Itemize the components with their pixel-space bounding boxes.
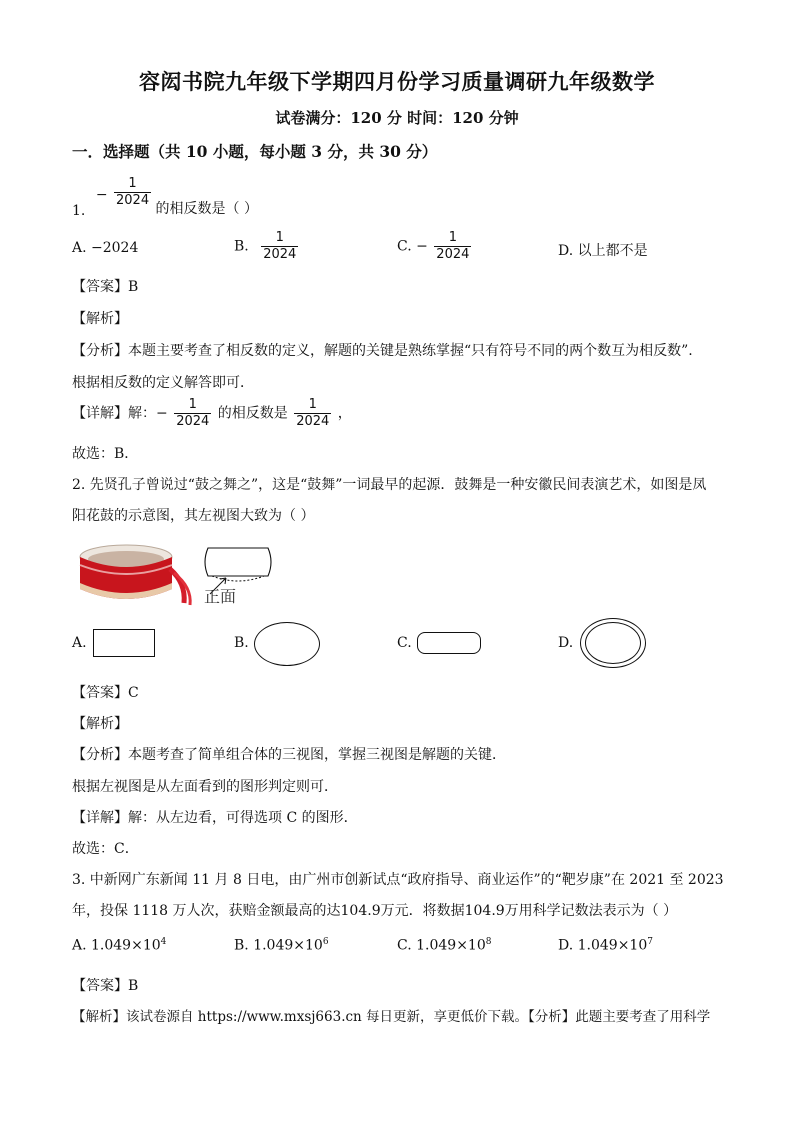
q1-detail-end: ， <box>337 405 352 422</box>
q2-detail: 【详解】解：从左边看，可得选项 C 的图形． <box>72 810 358 826</box>
q2-analysis-2: 根据左视图是从左面看到的图形判定则可． <box>72 779 338 795</box>
q2-option-b-label: B. <box>234 635 249 651</box>
q1-analysis-1: 【分析】本题主要考查了相反数的定义，解题的关键是熟练掌握“只有符号不同的两个数互为相反数”. <box>72 343 693 359</box>
q1-detail-fraction-2 <box>294 397 331 430</box>
q1-option-c-label: C. − <box>397 238 428 255</box>
section-heading: 一．选择题（共 10 小题，每小题 3 分，共 30 分） <box>72 142 438 161</box>
q1-stem <box>72 176 258 219</box>
q1-option-c-den: 2024 <box>436 247 470 262</box>
q3-option-c <box>397 937 491 954</box>
q1-detail <box>72 397 352 430</box>
q1-answer: 【答案】B <box>72 279 139 295</box>
drum-photo <box>74 543 194 607</box>
q1-option-d: D. 以上都不是 <box>558 243 648 259</box>
q2-analysis-1: 【分析】本题考查了简单组合体的三视图，掌握三视图是解题的关键． <box>72 747 506 763</box>
q1-option-b-label: B. <box>234 238 249 255</box>
q3-footer-line: 【解析】该试卷源自 https://www.mxsj663.cn 每日更新，享更低价下载。【分析】此题主要考查了用科学 <box>72 1009 711 1025</box>
q3-option-c-exponent: 8 <box>485 937 492 947</box>
q1-fraction <box>114 176 151 209</box>
q1-analysis-head: 【解析】 <box>72 311 128 327</box>
q2-option-a-rectangle <box>93 629 155 657</box>
q3-answer: 【答案】B <box>72 978 139 994</box>
q2-option-b-ellipse <box>254 622 320 666</box>
q1-frac-den: 2024 <box>116 193 150 208</box>
q2-stem-2: 阳花鼓的示意图，其左视图大致为（ ） <box>72 508 315 524</box>
q3-option-b-exponent: 6 <box>322 937 329 947</box>
q1-stem-text: 的相反数是（ ） <box>155 200 258 217</box>
q3-option-b-base: B. 1.049×10 <box>234 937 323 954</box>
q1-detail-den2: 2024 <box>296 414 330 429</box>
q2-option-d-inner-ellipse <box>585 622 641 664</box>
q1-option-c-num: 1 <box>448 230 457 245</box>
q1-option-b <box>234 230 300 263</box>
q1-option-b-num: 1 <box>275 230 284 245</box>
q1-detail-mid: 的相反数是 <box>217 405 288 422</box>
q1-option-b-den: 2024 <box>263 247 297 262</box>
q2-stem-1: 2. 先贤孔子曾说过“鼓之舞之”，这是“鼓舞”一词最早的起源．鼓舞是一种安徽民间表演艺术，如图是凤 <box>72 477 707 493</box>
q1-frac-num: 1 <box>128 176 137 191</box>
q3-option-b <box>234 937 329 954</box>
q3-option-a-exponent: 4 <box>160 937 167 947</box>
q2-answer: 【答案】C <box>72 685 139 701</box>
q2-option-a-label: A. <box>72 635 87 651</box>
paper-title: 容闳书院九年级下学期四月份学习质量调研九年级数学 <box>139 69 655 94</box>
q1-choose: 故选：B． <box>72 446 139 462</box>
q1-detail-num2: 1 <box>308 397 317 412</box>
q2-analysis-head: 【解析】 <box>72 716 128 732</box>
q1-detail-num1: 1 <box>188 397 197 412</box>
q3-option-d-base: D. 1.049×10 <box>558 937 648 954</box>
q3-stem-2: 年，投保 1118 万人次，获赔金额最高的达104.9万元．将数据104.9万用科学记数法表示为（ ） <box>72 903 678 919</box>
q2-option-d-label: D. <box>558 635 574 651</box>
q1-option-b-fraction <box>261 230 298 263</box>
q1-analysis-2: 根据相反数的定义解答即可． <box>72 375 254 391</box>
q3-option-a <box>72 937 166 954</box>
q2-option-c-label: C. <box>397 635 412 651</box>
front-view-label: 正面 <box>204 587 237 606</box>
q1-option-c <box>397 230 473 263</box>
q3-option-d <box>558 937 653 954</box>
q1-option-a: A. −2024 <box>72 240 139 256</box>
q1-number: 1. <box>72 202 86 219</box>
q3-stem-1: 3. 中新网广东新闻 11 月 8 日电，由广州市创新试点“政府指导、商业运作”的“靶岁康”在 2021 至 2023 <box>72 872 724 888</box>
q3-option-a-base: A. 1.049×10 <box>72 937 161 954</box>
q1-option-c-fraction <box>434 230 471 263</box>
q1-sign: − <box>95 186 108 203</box>
q2-choose: 故选：C． <box>72 841 139 857</box>
q1-detail-pre: 【详解】解：− <box>72 405 168 422</box>
q1-detail-den1: 2024 <box>176 414 210 429</box>
q3-option-c-base: C. 1.049×10 <box>397 937 486 954</box>
q1-detail-fraction-1 <box>174 397 211 430</box>
q3-option-d-exponent: 7 <box>647 937 653 947</box>
q2-option-c-rounded-rect <box>417 632 481 654</box>
paper-subtitle: 试卷满分：120 分 时间：120 分钟 <box>275 109 519 127</box>
